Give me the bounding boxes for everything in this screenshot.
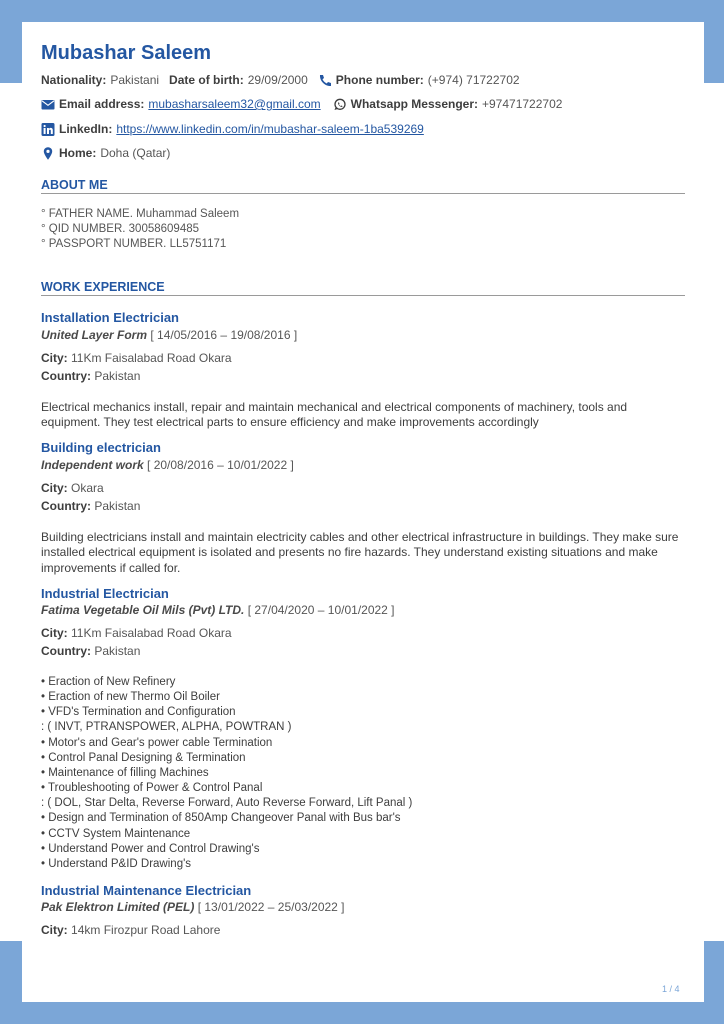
nationality-value: Pakistani	[110, 73, 160, 87]
city-value: 14km Firozpur Road Lahore	[71, 923, 221, 937]
job-country	[41, 369, 140, 383]
linkedin-link[interactable]: https://www.linkedin.com/in/mubashar-saleem-1ba539269	[116, 122, 424, 136]
job-employer-line	[41, 328, 297, 342]
country-value: Pakistan	[94, 644, 141, 658]
city-value: Okara	[71, 481, 104, 495]
country-label: Country:	[41, 369, 91, 383]
job-title: Installation Electrician	[41, 310, 179, 325]
city-label: City:	[41, 626, 68, 640]
country-value: Pakistan	[94, 369, 141, 383]
job-dates: [ 14/05/2016 – 19/08/2016 ]	[150, 328, 298, 342]
city-value: 11Km Faisalabad Road Okara	[71, 351, 232, 365]
whatsapp-icon	[333, 98, 347, 111]
whatsapp-label: Whatsapp Messenger:	[350, 97, 478, 111]
phone-value: (+974) 71722702	[427, 73, 520, 87]
list-item: • CCTV System Maintenance	[41, 827, 191, 840]
home-value: Doha (Qatar)	[100, 146, 171, 160]
map-pin-icon	[41, 147, 55, 160]
list-item: • Troubleshooting of Power & Control Panal	[41, 782, 263, 795]
job-dates: [ 27/04/2020 – 10/01/2022 ]	[247, 603, 395, 617]
city-label: City:	[41, 481, 68, 495]
job-title: Industrial Electrician	[41, 586, 169, 601]
resume-page	[22, 22, 704, 1002]
job-title: Industrial Maintenance Electrician	[41, 883, 252, 898]
job-city	[41, 351, 232, 365]
list-item: • VFD's Termination and Configuration	[41, 706, 236, 719]
country-label: Country:	[41, 644, 91, 658]
list-item: • Design and Termination of 850Amp Changeover Panal with Bus bar's	[41, 812, 401, 825]
job-employer-line	[41, 458, 294, 472]
employer-name: United Layer Form	[41, 328, 148, 342]
job-country	[41, 499, 140, 513]
job-employer-line	[41, 900, 345, 914]
job-duties-list	[41, 675, 412, 872]
job-city	[41, 626, 232, 640]
whatsapp-value: +97471722702	[482, 97, 563, 111]
city-label: City:	[41, 351, 68, 365]
home-label: Home:	[59, 146, 97, 160]
employer-name: Fatima Vegetable Oil Mils (Pvt) LTD.	[41, 603, 245, 617]
dob-label: Date of birth:	[169, 73, 244, 87]
list-item: : ( DOL, Star Delta, Reverse Forward, Auto Reverse Forward, Lift Panal )	[41, 797, 413, 810]
envelope-icon	[41, 98, 55, 111]
personal-info-row	[41, 73, 530, 87]
city-value: 11Km Faisalabad Road Okara	[71, 626, 232, 640]
list-item: • Eraction of New Refinery	[41, 676, 176, 688]
list-item: ° FATHER NAME. Muhammad Saleem	[41, 207, 239, 222]
linkedin-label: LinkedIn:	[59, 122, 113, 136]
job-city	[41, 923, 220, 937]
country-label: Country:	[41, 499, 91, 513]
nationality-label: Nationality:	[41, 73, 107, 87]
page-number: 1 / 4	[662, 984, 680, 994]
candidate-name: Mubashar Saleem	[41, 42, 212, 64]
job-dates: [ 20/08/2016 – 10/01/2022 ]	[147, 458, 294, 472]
home-row	[41, 146, 180, 160]
about-me-heading: ABOUT ME	[41, 178, 685, 194]
list-item: • Maintenance of filling Machines	[41, 766, 209, 779]
job-description: Electrical mechanics install, repair and maintain mechanical and electrical components of machinery, tools and equipment. They test electrical parts to ensure efficiency and make improvements accordingly	[41, 400, 628, 430]
job-dates: [ 13/01/2022 – 25/03/2022 ]	[197, 900, 345, 914]
job-country	[41, 644, 140, 658]
job-title: Building electrician	[41, 440, 161, 455]
about-me-list	[41, 207, 239, 253]
job-description: Building electricians install and maintain electricity cables and other electrical infrastructure in buildings. They make sure installed electrical equipment is isolated and presents no fire hazards. They understand existing situations and make improvements if called for.	[41, 530, 679, 575]
phone-label: Phone number:	[335, 73, 424, 87]
list-item: • Motor's and Gear's power cable Termination	[41, 736, 273, 749]
list-item: : ( INVT, PTRANSPOWER, ALPHA, POWTRAN )	[41, 721, 292, 734]
list-item: • Understand P&ID Drawing's	[41, 857, 192, 870]
city-label: City:	[41, 923, 68, 937]
work-experience-heading: WORK EXPERIENCE	[41, 280, 685, 296]
job-employer-line	[41, 603, 395, 617]
linkedin-row	[41, 122, 436, 136]
job-city	[41, 481, 104, 495]
list-item: • Understand Power and Control Drawing's	[41, 842, 260, 855]
list-item: • Eraction of new Thermo Oil Boiler	[41, 691, 220, 704]
dob-value: 29/09/2000	[247, 73, 308, 87]
list-item: • Control Panal Designing & Termination	[41, 751, 246, 764]
phone-icon	[318, 74, 332, 87]
employer-name: Independent work	[41, 458, 144, 472]
email-label: Email address:	[59, 97, 145, 111]
email-link[interactable]: mubasharsaleem32@gmail.com	[148, 97, 321, 111]
list-item: ° QID NUMBER. 30058609485	[41, 222, 239, 237]
employer-name: Pak Elektron Limited (PEL)	[41, 900, 195, 914]
country-value: Pakistan	[94, 499, 141, 513]
linkedin-icon	[41, 123, 55, 136]
list-item: ° PASSPORT NUMBER. LL5751171	[41, 237, 239, 252]
contact-row	[41, 97, 572, 111]
